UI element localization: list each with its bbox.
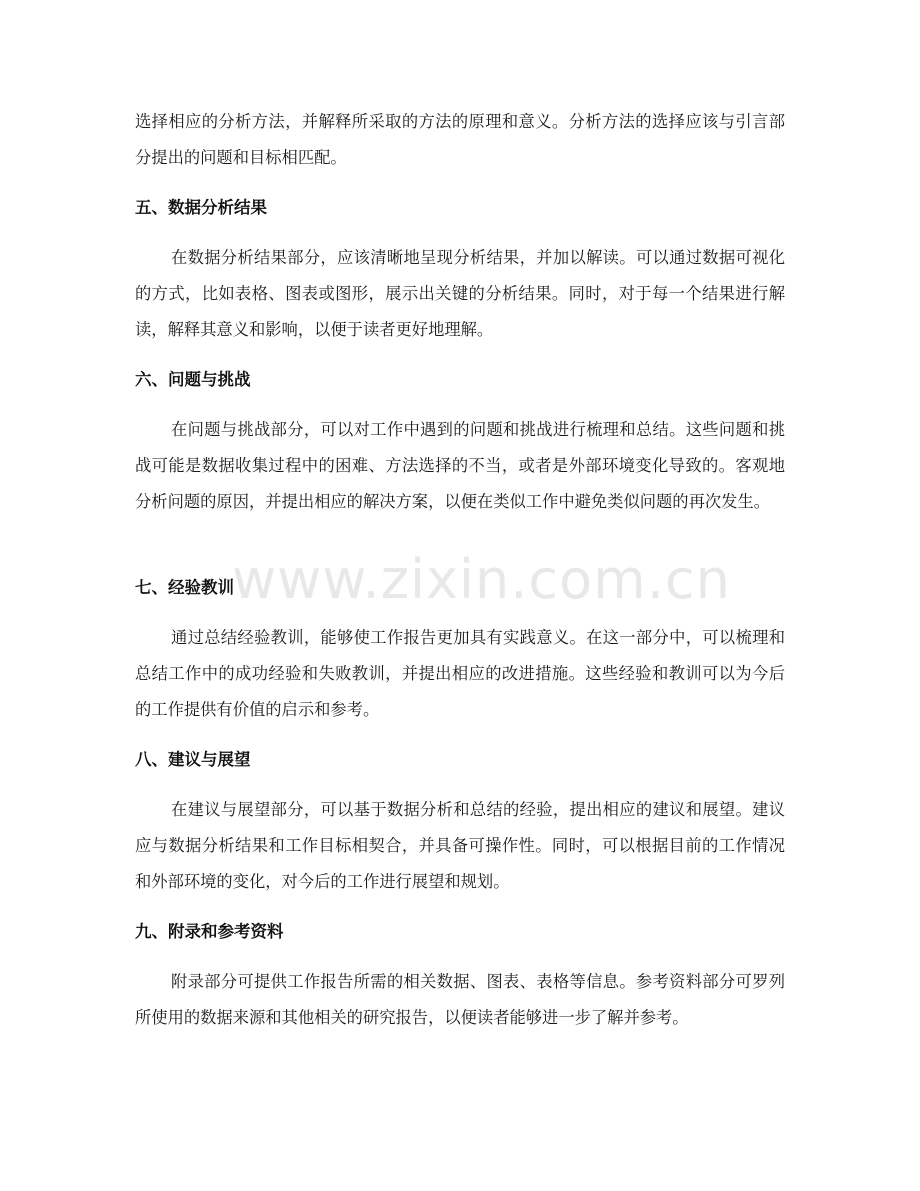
section-heading-8: 八、建议与展望 — [135, 750, 251, 769]
section-body-9: 附录部分可提供工作报告所需的相关数据、图表、表格等信息。参考资料部分可罗列所使用的数据来源和其他相关的研究报告，以便读者能够进一步了解并参考。 — [135, 972, 785, 1027]
section-heading-9: 九、附录和参考资料 — [135, 922, 284, 941]
section-body-7: 通过总结经验教训，能够使工作报告更加具有实践意义。在这一部分中，可以梳理和总结工作中的成功经验和失败教训，并提出相应的改进措施。这些经验和教训可以为今后的工作提供有价值的启示和参考。 — [135, 628, 785, 719]
intro-paragraph: 选择相应的分析方法，并解释所采取的方法的原理和意义。分析方法的选择应该与引言部分提出的问题和目标相匹配。 — [135, 112, 785, 167]
watermark-text: www.zixin.com.cn — [232, 548, 731, 611]
section-body-6: 在问题与挑战部分，可以对工作中遇到的问题和挑战进行梳理和总结。这些问题和挑战可能是数据收集过程中的困难、方法选择的不当，或者是外部环境变化导致的。客观地分析问题的原因，并提出相应的解决方案，以便在类似工作中避免类似问题的再次发生。 — [135, 420, 785, 511]
section-heading-6: 六、问题与挑战 — [135, 370, 251, 389]
section-body-5: 在数据分析结果部分，应该清晰地呈现分析结果，并加以解读。可以通过数据可视化的方式，比如表格、图表或图形，展示出关键的分析结果。同时，对于每一个结果进行解读，解释其意义和影响，以便于读者更好地理解。 — [135, 248, 785, 339]
section-body-8: 在建议与展望部分，可以基于数据分析和总结的经验，提出相应的建议和展望。建议应与数据分析结果和工作目标相契合，并具备可操作性。同时，可以根据目前的工作情况和外部环境的变化，对今后的工作进行展望和规划。 — [135, 800, 785, 891]
section-heading-5: 五、数据分析结果 — [135, 198, 267, 217]
section-heading-7: 七、经验教训 — [135, 578, 234, 597]
